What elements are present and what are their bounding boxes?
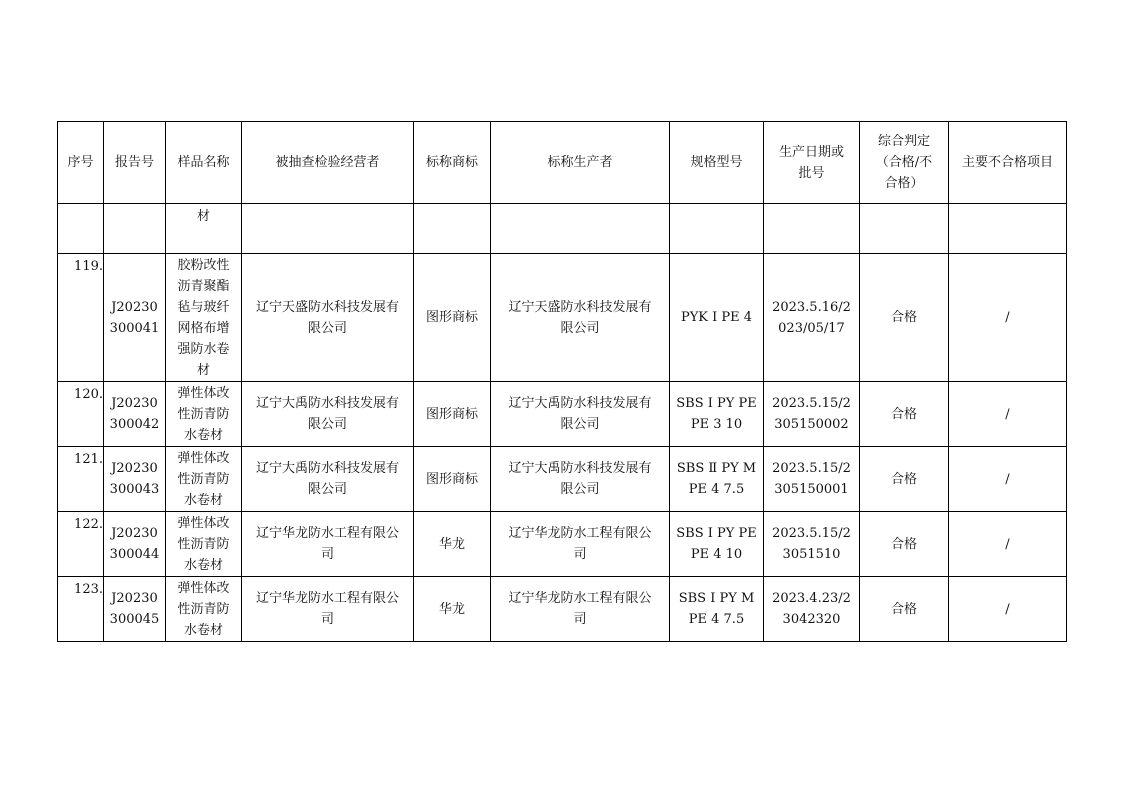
cell-date: 2023.5.16/2023/05/17 <box>764 254 860 382</box>
cell-failed: / <box>949 577 1067 642</box>
cell-operator: 辽宁华龙防水工程有限公司 <box>242 512 414 577</box>
cell-seq: 122. <box>58 512 104 577</box>
header-sample: 样品名称 <box>166 122 242 204</box>
cell-producer: 辽宁华龙防水工程有限公司 <box>491 512 670 577</box>
header-row <box>58 122 1067 204</box>
header-judgement: 综合判定（合格/不合格） <box>860 122 949 204</box>
cell-report: J20230300041 <box>104 254 166 382</box>
header-producer: 标称生产者 <box>491 122 670 204</box>
cell-spec: SBS Ⅰ PY PE PE 3 10 <box>670 382 764 447</box>
cell-brand <box>414 204 491 254</box>
table-row <box>58 447 1067 512</box>
cell-operator <box>242 204 414 254</box>
cell-date: 2023.5.15/2305150001 <box>764 447 860 512</box>
header-report: 报告号 <box>104 122 166 204</box>
cell-date: 2023.5.15/23051510 <box>764 512 860 577</box>
cell-producer: 辽宁天盛防水科技发展有限公司 <box>491 254 670 382</box>
cell-report: J20230300042 <box>104 382 166 447</box>
table-row <box>58 512 1067 577</box>
cell-failed <box>949 204 1067 254</box>
cell-sample: 胶粉改性沥青聚酯毡与玻纤网格布增强防水卷材 <box>166 254 242 382</box>
cell-failed: / <box>949 254 1067 382</box>
cell-report: J20230300043 <box>104 447 166 512</box>
table-row <box>58 382 1067 447</box>
cell-brand: 图形商标 <box>414 382 491 447</box>
cell-judgement: 合格 <box>860 382 949 447</box>
inspection-results-table <box>57 121 1067 642</box>
cell-brand: 图形商标 <box>414 447 491 512</box>
cell-spec: SBS Ⅰ PY PE PE 4 10 <box>670 512 764 577</box>
cell-failed: / <box>949 512 1067 577</box>
continued-row <box>58 204 1067 254</box>
cell-producer <box>491 204 670 254</box>
header-date: 生产日期或批号 <box>764 122 860 204</box>
cell-seq: 119. <box>58 254 104 382</box>
cell-date <box>764 204 860 254</box>
cell-spec <box>670 204 764 254</box>
cell-judgement <box>860 204 949 254</box>
table-row <box>58 577 1067 642</box>
cell-sample: 弹性体改性沥青防水卷材 <box>166 382 242 447</box>
cell-brand: 华龙 <box>414 577 491 642</box>
cell-operator: 辽宁天盛防水科技发展有限公司 <box>242 254 414 382</box>
cell-brand: 华龙 <box>414 512 491 577</box>
cell-date: 2023.4.23/23042320 <box>764 577 860 642</box>
cell-spec: SBS Ⅱ PY M PE 4 7.5 <box>670 447 764 512</box>
cell-failed: / <box>949 447 1067 512</box>
cell-operator: 辽宁大禹防水科技发展有限公司 <box>242 382 414 447</box>
cell-producer: 辽宁华龙防水工程有限公司 <box>491 577 670 642</box>
cell-judgement: 合格 <box>860 254 949 382</box>
cell-report <box>104 204 166 254</box>
header-failed: 主要不合格项目 <box>949 122 1067 204</box>
cell-spec: PYK Ⅰ PE 4 <box>670 254 764 382</box>
cell-sample: 弹性体改性沥青防水卷材 <box>166 577 242 642</box>
cell-spec: SBS Ⅰ PY M PE 4 7.5 <box>670 577 764 642</box>
cell-judgement: 合格 <box>860 512 949 577</box>
cell-seq: 123. <box>58 577 104 642</box>
cell-sample: 材 <box>166 204 242 254</box>
cell-sample: 弹性体改性沥青防水卷材 <box>166 447 242 512</box>
cell-seq: 121. <box>58 447 104 512</box>
header-operator: 被抽查检验经营者 <box>242 122 414 204</box>
cell-seq: 120. <box>58 382 104 447</box>
header-seq: 序号 <box>58 122 104 204</box>
cell-judgement: 合格 <box>860 447 949 512</box>
cell-report: J20230300045 <box>104 577 166 642</box>
header-brand: 标称商标 <box>414 122 491 204</box>
table-row <box>58 254 1067 382</box>
cell-judgement: 合格 <box>860 577 949 642</box>
cell-report: J20230300044 <box>104 512 166 577</box>
cell-operator: 辽宁大禹防水科技发展有限公司 <box>242 447 414 512</box>
cell-producer: 辽宁大禹防水科技发展有限公司 <box>491 382 670 447</box>
cell-date: 2023.5.15/2305150002 <box>764 382 860 447</box>
header-spec: 规格型号 <box>670 122 764 204</box>
cell-operator: 辽宁华龙防水工程有限公司 <box>242 577 414 642</box>
cell-brand: 图形商标 <box>414 254 491 382</box>
cell-producer: 辽宁大禹防水科技发展有限公司 <box>491 447 670 512</box>
cell-failed: / <box>949 382 1067 447</box>
cell-sample: 弹性体改性沥青防水卷材 <box>166 512 242 577</box>
cell-seq <box>58 204 104 254</box>
